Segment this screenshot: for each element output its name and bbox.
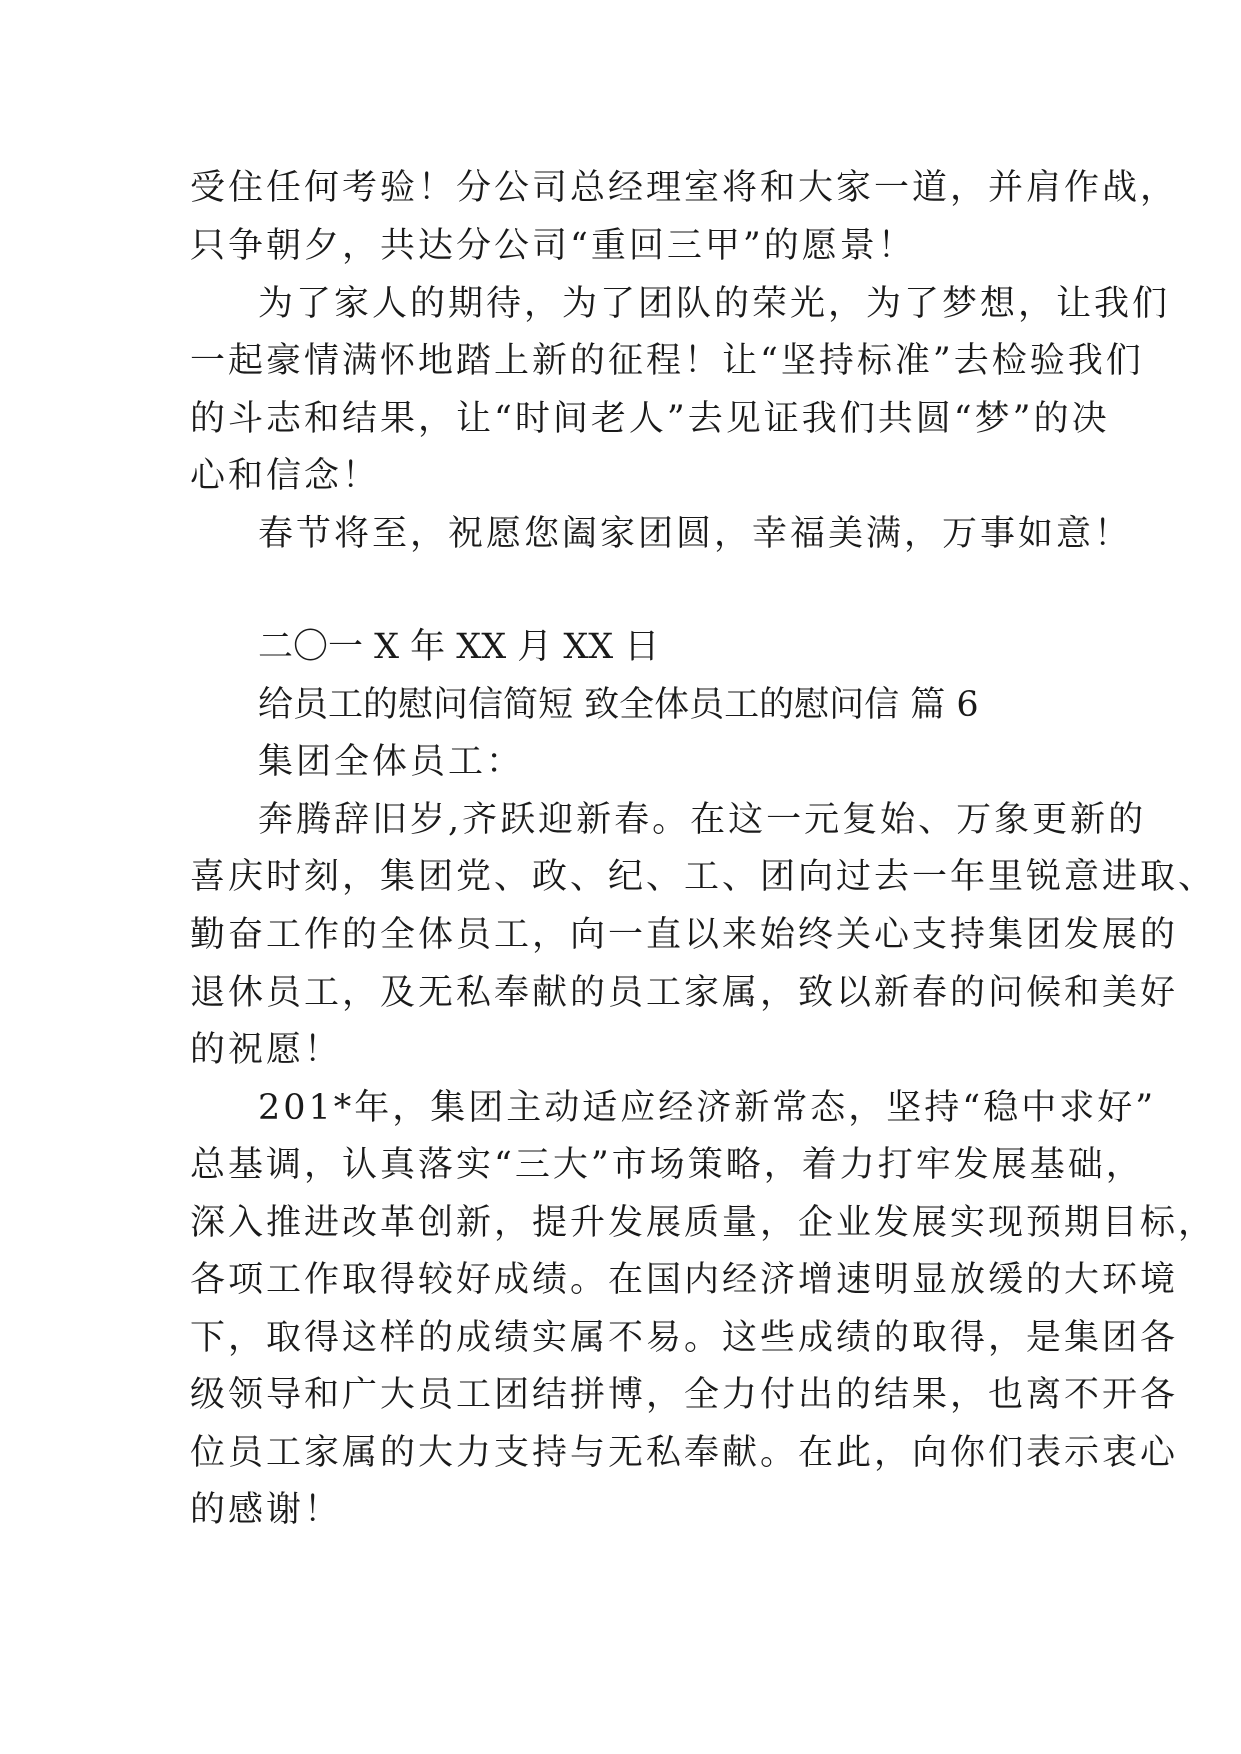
text-line: 深入推进改革创新，提升发展质量，企业发展实现预期目标，	[190, 1203, 1217, 1243]
text-line: 总基调，认真落实“三大”市场策略，着力打牢发展基础，	[190, 1145, 1144, 1185]
text-line: 勤奋工作的全体员工，向一直以来始终关心支持集团发展的	[190, 915, 1179, 955]
text-line: 心和信念！	[190, 456, 381, 496]
text-line: 位员工家属的大力支持与无私奉献。在此，向你们表示衷心	[190, 1433, 1179, 1473]
text-line: 为了家人的期待，为了团队的荣光，为了梦想，让我们	[258, 284, 1171, 324]
text-line: 级领导和广大员工团结拼博，全力付出的结果，也离不开各	[190, 1375, 1179, 1415]
text-line: 的祝愿！	[190, 1030, 343, 1070]
text-line: 只争朝夕，共达分公司“重回三甲”的愿景！	[190, 226, 916, 266]
text-line: 的感谢！	[190, 1490, 343, 1530]
text-line: 下，取得这样的成绩实属不易。这些成绩的取得，是集团各	[190, 1318, 1179, 1358]
text-line: 奔腾辞旧岁,齐跃迎新春。在这一元复始、万象更新的	[258, 800, 1147, 840]
salutation: 集团全体员工：	[258, 742, 525, 782]
text-line: 201*年，集团主动适应经济新常态，坚持“稳中求好”	[258, 1088, 1157, 1128]
section-heading: 给员工的慰问信简短 致全体员工的慰问信 篇 6	[258, 685, 979, 725]
text-line: 喜庆时刻，集团党、政、纪、工、团向过去一年里锐意进取、	[190, 857, 1217, 897]
text-line: 一起豪情满怀地踏上新的征程！让“坚持标准”去检验我们	[190, 341, 1144, 381]
text-line: 各项工作取得较好成绩。在国内经济增速明显放缓的大环境	[190, 1260, 1179, 1300]
text-line: 退休员工，及无私奉献的员工家属，致以新春的问候和美好	[190, 973, 1179, 1013]
text-line: 受住任何考验！分公司总经理室将和大家一道，并肩作战，	[190, 168, 1179, 208]
date-line: 二〇一 X 年 XX 月 XX 日	[258, 627, 660, 667]
text-line: 春节将至，祝愿您阖家团圆，幸福美满，万事如意！	[258, 514, 1133, 554]
text-line: 的斗志和结果，让“时间老人”去见证我们共圆“梦”的决	[190, 399, 1110, 439]
